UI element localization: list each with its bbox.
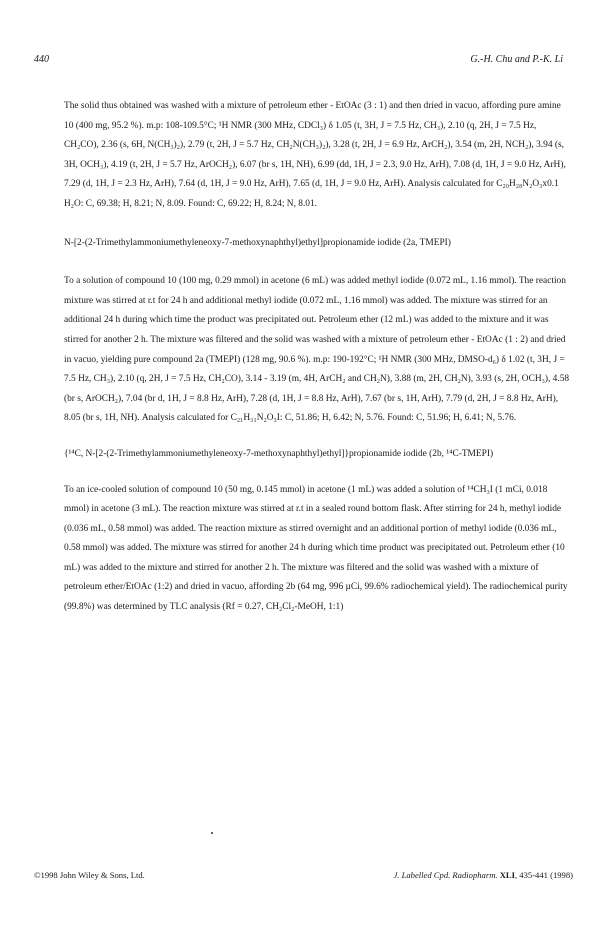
c14-tmepi-paragraph: To an ice-cooled solution of compound 10 (50 mg, 0.145 mmol) in acetone (1 mL) was added a solution of ¹⁴CH₃I (1 mCi, 0.018 mmol) in acetone (3 mL). The reaction mixture was stirred at r.t in a sealed round bottom flask. After stirring for 24 h, methyl iodide (0.036 mL, 0.58 mmol) was added. The reaction mixture as stirred overnight and an additional portion of methyl iodide (0.036 mL, 0.58 mmol) was added. The mixture was stirred for another 24 h during which time product was precipitated out. Petroleum ether (10 mL) was added to the mixture and stirred for another 2 h. The mixture was filtered and the solid was washed with a mixture of petroleum ether/EtOAc (1:2) and dried in vacuo, affording 2b (64 mg, 996 µCi, 99.6% radiochemical yield). The radiochemical purity (99.8%) was determined by TLC analysis (Rf = 0.27, CH₂Cl₂-MeOH, 1:1) — [64, 484, 568, 613]
tmepi-paragraph: To a solution of compound 10 (100 mg, 0.29 mmol) in acetone (6 mL) was added methyl iodide (0.072 mL, 1.16 mmol). The reaction mixture was stirred at r.t for 24 h and additional methyl iodide (0.072 mL, 1.16 mmol) was added. The mixture was stirred for an additional 24 h during which time the product was precipitated out. Petroleum ether (12 mL) was added to the mixture and it was stirred for another 2 h. The mixture was filtered and the solid was washed with a mixture of petroleum ether - EtOAc (1 : 2) and dried in vacuo, yielding pure compound 2a (TMEPI) (128 mg, 90.6 %). m.p: 190-192°C; ¹H NMR (300 MHz, DMSO-d₆) δ 1.02 (t, 3H, J = 7.5 Hz, CH₃), 2.10 (q, 2H, J = 7.5 Hz, CH₂CO), 3.14 - 3.19 (m, 4H, ArCH₂ and CH₂N), 3.88 (m, 2H, CH₂N), 3.93 (s, 2H, OCH₃), 4.58 (br s, ArOCH₂), 7.04 (br d, 1H, J = 8.8 Hz, ArH), 7.28 (d, 1H, J = 8.8 Hz, ArH), 7.67 (br s, 1H, ArH), 7.79 (d, 2H, J = 8.8 Hz, ArH), 8.05 (br s, 1H, NH). Analysis calculated for C₂₁H₃₁N₂O₃I: C, 51.86; H, 6.42; N, 5.76. Found: C, 51.96; H, 6.41; N, 5.76. — [64, 276, 570, 424]
copyright-notice: ©1998 John Wiley & Sons, Ltd. — [34, 870, 145, 880]
journal-pages: , 435-441 (1998) — [515, 870, 573, 880]
scan-speck — [211, 832, 213, 834]
journal-citation — [393, 870, 573, 880]
page-number: 440 — [34, 54, 49, 65]
amine-10-paragraph: The solid thus obtained was washed with a mixture of petroleum ether - EtOAc (3 : 1) and then dried in vacuo, affording pure amine 10 (400 mg, 95.2 %). m.p: 108-109.5°C; ¹H NMR (300 MHz, CDCl₃) δ 1.05 (t, 3H, J = 7.5 Hz, CH₃), 2.10 (q, 2H, J = 7.5 Hz, CH₂CO), 2.36 (s, 6H, N(CH₃)₂), 2.79 (t, 2H, J = 5.7 Hz, CH₂N(CH₃)₂), 3.28 (t, 2H, J = 6.9 Hz, ArCH₂), 3.54 (m, 2H, NCH₂), 3.94 (s, 3H, OCH₃), 4.19 (t, 2H, J = 5.7 Hz, ArOCH₂), 6.07 (br s, 1H, NH), 6.99 (dd, 1H, J = 2.3, 9.0 Hz, ArH), 7.08 (d, 1H, J = 9.0 Hz, ArH), 7.29 (d, 1H, J = 2.3 Hz, ArH), 7.64 (d, 1H, J = 9.0 Hz, ArH), 7.65 (d, 1H, J = 9.0 Hz, ArH). Analysis calculated for C₂₀H₂₈N₂O₃x0.1 H₂O: C, 69.38; H, 8.21; N, 8.09. Found: C, 69.22; H, 8.24; N, 8.01. — [64, 101, 566, 209]
tmepi-heading: N-[2-(2-Trimethylammoniumethyleneoxy-7-methoxynaphthyl)ethyl]propionamide iodide (2a, TMEPI) — [64, 237, 451, 248]
journal-name: J. Labelled Cpd. Radiopharm. — [393, 870, 498, 880]
c14-tmepi-heading: {¹⁴C, N-[2-(2-Trimethylammoniumethyleneoxy-7-methoxynaphthyl)ethyl]}propionamide iodide (2b, ¹⁴C-TMEPI) — [64, 448, 494, 459]
article-body — [64, 97, 570, 618]
journal-volume: XLI — [499, 870, 515, 880]
running-authors: G.-H. Chu and P.-K. Li — [470, 54, 563, 65]
